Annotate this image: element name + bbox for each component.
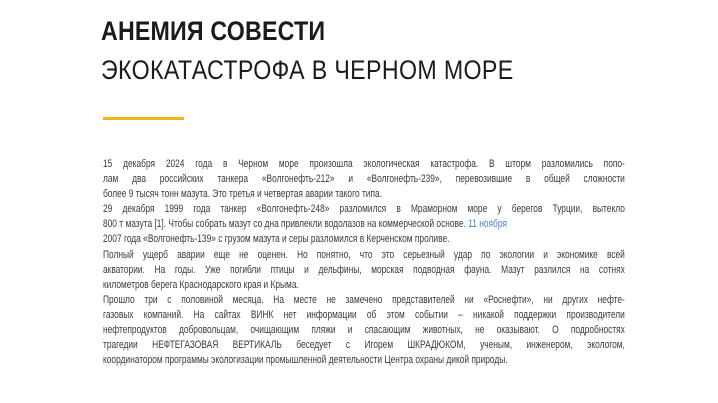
article-line-11: газовых компаний. На сайтах ВИНК нет информации об этом событии – никакой поддержки производители [103,308,625,321]
article-line-10: Прошло три с половиной месяца. На месте не замечено представителей ни «Роснефти», ни других нефте- [103,293,625,306]
article-line-14: координатором программы экологизации промышленной деятельности Центра охраны дикой природы. [103,354,508,367]
date-highlight: 11 ноября [468,218,507,231]
article-line-1: 15 декабря 2024 года в Черном море произошла экологическая катастрофа. В шторм разломились попо- [103,158,625,170]
article-subtitle: ЭКОКАТАСТРОФА В ЧЕРНОМ МОРЕ [101,55,514,85]
article-line-6: 2007 года «Волгонефть-139» с грузом мазута и серы разломился в Керченском проливе. [103,233,450,246]
article-line-13: трагедии НЕФТЕГАЗОВАЯ ВЕРТИКАЛЬ беседует с Игорем ШКРАДЮКОМ, ученым, инженером, экологом, [103,339,625,352]
article-line-4: 29 декабря 1999 года танкер «Волгонефть-248» разломился в Мраморном море у берегов Турции, вытекло [103,203,625,216]
article-line-5 [103,217,625,232]
article-line-9: километров берега Краснодарского края и Крыма. [103,278,299,291]
article-body [103,157,625,368]
article-line-2: лам два российских танкера «Волгонефть-212» и «Волгонефть-239», перевозившие в общей сложности [103,173,625,186]
article-title: АНЕМИЯ СОВЕСТИ [101,16,326,46]
article-line-8: акватории. На годы. Уже погибли птицы и дельфины, морская подводная фауна. Мазут разлился на сотнях [103,263,625,276]
article-line-5-text: 800 т мазута [1]. Чтобы собрать мазут со дна привлекли водолазов на коммерческой основе. [103,218,466,231]
accent-divider [103,117,184,120]
article-line-7: Полный ущерб аварии еще не оценен. Но понятно, что это серьезный удар по экологии и экономике всей [103,248,625,261]
article-line-3: более 9 тысяч тонн мазута. Это третья и четвертая аварии такого типа. [103,188,382,201]
article-line-12: нефтепродуктов добровольцам, очищающим пляжи и спасающим животных, не оказывают. О подробностях [103,324,625,337]
